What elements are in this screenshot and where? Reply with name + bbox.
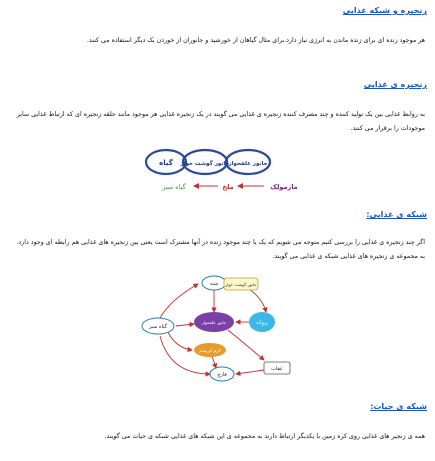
section-heading: شبکه ی غذایی: bbox=[366, 210, 427, 219]
web-arrow bbox=[168, 332, 192, 350]
web-arrow bbox=[228, 330, 264, 360]
web-arrow bbox=[160, 284, 198, 318]
section-text: هر موجود زنده ای برای زنده ماندن به انرژی نیاز دارد.برای مثال گیاهان از خورشید و جانوران از خوردن یک دیگر استفاده می کنند. bbox=[86, 37, 425, 44]
section-heading: شبکه ی حیات: bbox=[370, 402, 427, 411]
web-node-label: قارچ bbox=[217, 372, 227, 378]
web-node-label: پروانه bbox=[255, 320, 269, 326]
food-chain-diagram bbox=[138, 146, 308, 198]
chain-ring-label: گیاه bbox=[159, 159, 173, 167]
section-text: به روابط غذایی بین یک تولید کننده و چند مصرف کننده زنجیره ی غذایی می گویند در یک زنجیره غذایی هر موجود مانند حلقه زنجیره ای که ارتباط غذایی سایر موجودات را برقرار می کنند. bbox=[16, 111, 425, 132]
section-heading: زنجیره ی غذایی bbox=[363, 80, 427, 89]
food-web-diagram bbox=[140, 270, 300, 386]
section-heading: زنجیره و شبکه غذایی bbox=[342, 6, 427, 15]
web-node-label: جانور گوشت خوار bbox=[225, 282, 257, 287]
web-node-label: شته bbox=[209, 281, 219, 287]
web-node-label: جانور علفخوار bbox=[201, 320, 227, 325]
chain-ring-label: جانور گوشت خوار bbox=[180, 161, 230, 167]
chain-label: ملخ bbox=[222, 183, 234, 191]
web-arrow bbox=[212, 356, 216, 368]
web-node-label: کرم ابریشم bbox=[198, 349, 222, 354]
section-text: اگر چند زنجیره ی غذایی را بررسی کنیم متوجه می شویم که یک یا چند موجود زنده در آنها مشترک است یعنی بین زنجیره های غذایی هم رابطه ای وجود دارد. به مجموعه ی زنجیره های غذایی شبکه ی غذایی می گویند. bbox=[16, 239, 425, 260]
chain-label: مارمولک bbox=[270, 183, 298, 191]
web-node-label: عقاب bbox=[271, 366, 283, 372]
section-text: همه ی زنجیر های غذایی روی کره زمین با یکدیگر ارتباط دارند به مجموعه ی این شبکه های غذایی شبکه ی حیات می گویند. bbox=[104, 433, 425, 440]
web-arrow bbox=[236, 370, 264, 374]
chain-ring-label: جانور علفخوار bbox=[228, 161, 268, 167]
web-arrow bbox=[176, 324, 194, 326]
web-node-label: گیاه سبز bbox=[148, 324, 168, 330]
chain-label: گیاه سبز bbox=[162, 183, 186, 191]
